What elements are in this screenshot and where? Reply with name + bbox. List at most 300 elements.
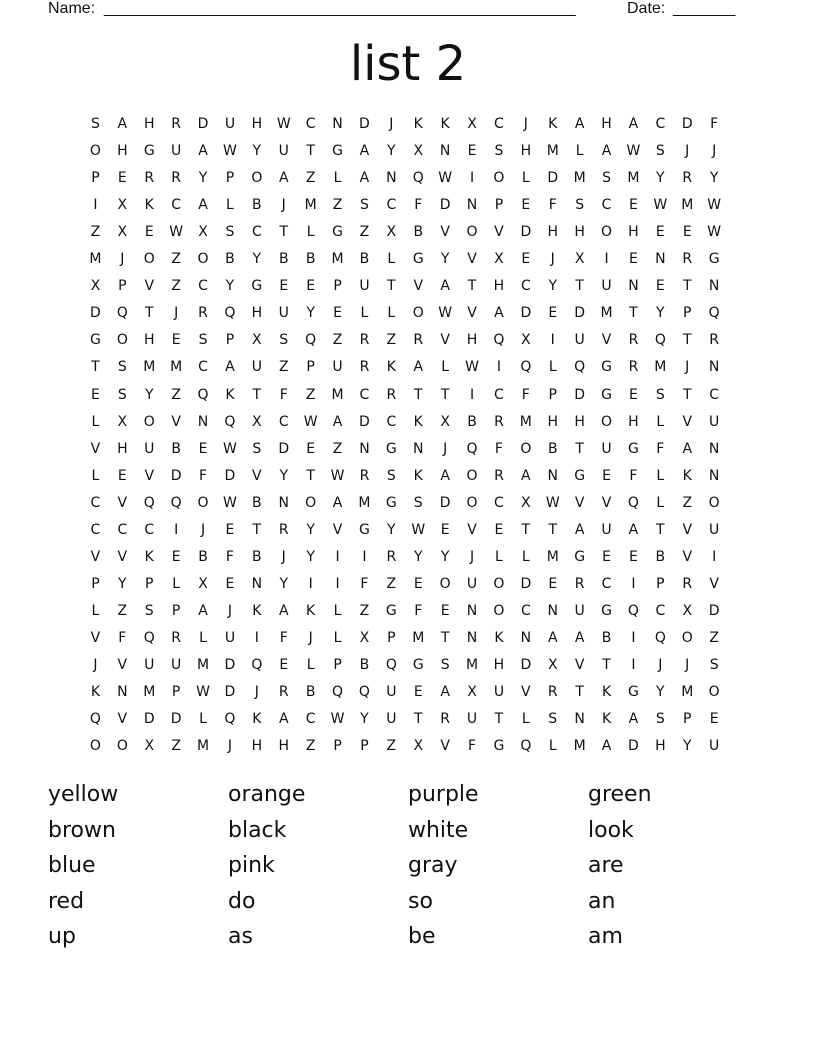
grid-letter[interactable]: Y (548, 278, 558, 295)
grid-letter[interactable]: D (547, 170, 559, 187)
grid-letter[interactable]: U (386, 684, 397, 701)
grid-letter[interactable]: J (523, 116, 528, 132)
grid-letter[interactable]: K (494, 629, 504, 646)
grid-letter[interactable]: Y (198, 170, 208, 187)
grid-letter[interactable]: Z (305, 738, 316, 755)
grid-letter[interactable]: Y (225, 278, 235, 295)
grid-letter[interactable]: N (439, 143, 451, 160)
grid-letter[interactable]: Y (682, 738, 692, 755)
grid-letter[interactable]: G (601, 359, 612, 376)
grid-letter[interactable]: F (521, 386, 530, 403)
grid-letter[interactable]: V (117, 657, 128, 673)
grid-letter[interactable]: U (332, 359, 343, 376)
grid-letter[interactable]: X (144, 738, 155, 755)
grid-letter[interactable]: N (708, 278, 720, 295)
grid-letter[interactable]: Q (627, 602, 639, 619)
grid-letter[interactable]: V (117, 711, 128, 728)
grid-letter[interactable]: A (601, 738, 612, 755)
grid-letter[interactable]: D (224, 657, 236, 673)
grid-letter[interactable]: B (601, 629, 612, 646)
grid-letter[interactable]: T (144, 305, 154, 322)
grid-letter[interactable]: W (330, 467, 345, 484)
grid-letter[interactable]: Q (89, 711, 101, 728)
grid-letter[interactable]: K (440, 116, 450, 132)
grid-letter[interactable]: O (493, 602, 505, 619)
grid-letter[interactable]: F (548, 197, 557, 214)
grid-letter[interactable]: L (495, 548, 503, 565)
grid-letter[interactable]: E (333, 305, 342, 322)
grid-letter[interactable]: O (251, 170, 263, 187)
grid-letter[interactable]: O (466, 224, 478, 241)
grid-letter[interactable]: I (631, 575, 636, 592)
grid-letter[interactable]: Q (520, 359, 532, 376)
grid-letter[interactable]: O (466, 467, 478, 484)
grid-letter[interactable]: Q (143, 494, 155, 511)
grid-letter[interactable]: I (631, 629, 636, 646)
grid-letter[interactable]: D (520, 224, 532, 241)
grid-letter[interactable]: M (331, 251, 344, 268)
grid-letter[interactable]: B (171, 440, 181, 457)
grid-letter[interactable]: D (574, 305, 586, 322)
grid-letter[interactable]: L (548, 738, 557, 755)
grid-letter[interactable]: D (628, 738, 639, 755)
grid-letter[interactable]: D (681, 116, 693, 132)
grid-letter[interactable]: L (360, 305, 369, 322)
grid-letter[interactable]: V (574, 657, 585, 673)
grid-letter[interactable]: P (91, 575, 100, 592)
grid-letter[interactable]: P (387, 629, 396, 646)
grid-letter[interactable]: I (496, 359, 502, 376)
grid-letter[interactable]: P (683, 711, 692, 728)
grid-letter[interactable]: A (628, 116, 639, 132)
grid-letter[interactable]: F (629, 467, 638, 484)
grid-letter[interactable]: R (171, 629, 181, 646)
grid-letter[interactable]: N (708, 467, 720, 484)
grid-letter[interactable]: A (628, 711, 639, 728)
grid-letter[interactable]: E (171, 332, 181, 349)
grid-letter[interactable]: I (631, 657, 636, 673)
grid-letter[interactable]: E (413, 684, 423, 701)
grid-letter[interactable]: S (198, 332, 208, 349)
grid-letter[interactable]: J (685, 143, 690, 160)
grid-letter[interactable]: D (439, 494, 451, 511)
grid-letter[interactable]: M (143, 359, 156, 376)
grid-letter[interactable]: R (628, 359, 639, 376)
grid-letter[interactable]: R (682, 170, 693, 187)
grid-letter[interactable]: Y (118, 575, 127, 592)
grid-letter[interactable]: K (90, 684, 101, 701)
grid-letter[interactable]: V (467, 251, 477, 268)
grid-letter[interactable]: U (171, 657, 182, 673)
grid-letter[interactable]: A (359, 170, 370, 187)
grid-letter[interactable]: S (279, 332, 289, 349)
grid-letter[interactable]: W (276, 116, 291, 132)
grid-letter[interactable]: J (658, 657, 663, 673)
grid-letter[interactable]: O (143, 413, 155, 430)
grid-letter[interactable]: Y (306, 305, 315, 322)
grid-letter[interactable]: A (574, 521, 585, 538)
grid-letter[interactable]: Q (116, 305, 128, 322)
grid-letter[interactable]: X (413, 738, 424, 755)
grid-letter[interactable]: E (279, 278, 289, 295)
grid-letter[interactable]: Q (466, 440, 478, 457)
grid-letter[interactable]: C (520, 278, 531, 295)
grid-letter[interactable]: P (171, 684, 181, 701)
grid-letter[interactable]: Y (656, 305, 665, 322)
grid-letter[interactable]: T (252, 386, 262, 403)
grid-letter[interactable]: L (521, 548, 530, 565)
grid-letter[interactable]: N (197, 413, 209, 430)
grid-letter[interactable]: X (547, 657, 558, 673)
grid-letter[interactable]: J (443, 440, 448, 457)
grid-letter[interactable]: R (547, 684, 558, 701)
grid-letter[interactable]: T (91, 359, 100, 376)
grid-letter[interactable]: D (170, 467, 182, 484)
grid-letter[interactable]: D (439, 197, 451, 214)
grid-letter[interactable]: Q (197, 386, 209, 403)
grid-letter[interactable]: W (303, 413, 318, 430)
grid-letter[interactable]: A (574, 116, 585, 132)
grid-letter[interactable]: Z (332, 197, 343, 214)
grid-letter[interactable]: N (117, 684, 128, 701)
grid-letter[interactable]: Y (279, 575, 289, 592)
grid-letter[interactable]: E (629, 548, 638, 565)
grid-letter[interactable]: B (278, 251, 289, 268)
grid-letter[interactable]: H (574, 224, 585, 241)
grid-letter[interactable]: T (575, 440, 584, 457)
grid-letter[interactable]: O (89, 738, 101, 755)
grid-letter[interactable]: N (708, 359, 720, 376)
grid-letter[interactable]: B (252, 494, 262, 511)
grid-letter[interactable]: C (494, 116, 504, 132)
grid-letter[interactable]: D (224, 467, 236, 484)
grid-letter[interactable]: Q (574, 359, 586, 376)
grid-letter[interactable]: N (332, 116, 343, 132)
grid-letter[interactable]: J (200, 521, 206, 538)
grid-letter[interactable]: Q (170, 494, 182, 511)
grid-letter[interactable]: Z (278, 359, 289, 376)
grid-letter[interactable]: L (91, 602, 100, 619)
grid-letter[interactable]: W (330, 711, 345, 728)
grid-letter[interactable]: L (91, 413, 100, 430)
grid-letter[interactable]: N (520, 629, 532, 646)
grid-letter[interactable]: Q (493, 332, 505, 349)
grid-letter[interactable]: O (116, 332, 128, 349)
grid-letter[interactable]: R (386, 386, 397, 403)
grid-letter[interactable]: M (465, 657, 479, 673)
grid-letter[interactable]: A (198, 602, 208, 619)
grid-letter[interactable]: A (278, 711, 289, 728)
grid-letter[interactable]: H (117, 143, 128, 160)
grid-letter[interactable]: V (90, 629, 101, 646)
grid-letter[interactable]: D (170, 711, 182, 728)
grid-letter[interactable]: A (628, 521, 639, 538)
grid-letter[interactable]: W (196, 684, 210, 701)
grid-letter[interactable]: V (682, 548, 693, 565)
grid-letter[interactable]: P (333, 657, 342, 673)
grid-letter[interactable]: G (412, 657, 424, 673)
grid-letter[interactable]: O (116, 738, 128, 755)
grid-letter[interactable]: E (117, 170, 127, 187)
grid-letter[interactable]: G (628, 440, 639, 457)
grid-letter[interactable]: X (117, 413, 128, 430)
grid-letter[interactable]: E (655, 278, 665, 295)
grid-letter[interactable]: A (440, 684, 450, 701)
grid-letter[interactable]: J (281, 548, 286, 565)
grid-letter[interactable]: Y (360, 711, 369, 728)
grid-letter[interactable]: U (224, 629, 236, 646)
grid-letter[interactable]: W (223, 143, 237, 160)
grid-letter[interactable]: P (91, 170, 100, 187)
grid-letter[interactable]: H (493, 657, 505, 673)
grid-letter[interactable]: H (278, 738, 289, 755)
grid-letter[interactable]: O (601, 413, 613, 430)
grid-letter[interactable]: Z (90, 224, 101, 241)
grid-letter[interactable]: T (413, 386, 423, 403)
grid-letter[interactable]: W (465, 359, 479, 376)
grid-letter[interactable]: F (656, 440, 665, 457)
grid-letter[interactable]: G (601, 386, 612, 403)
grid-letter[interactable]: S (252, 440, 262, 457)
grid-letter[interactable]: B (467, 413, 477, 430)
grid-letter[interactable]: V (574, 494, 585, 511)
grid-letter[interactable]: M (412, 629, 425, 646)
grid-letter[interactable]: X (117, 224, 128, 241)
grid-letter[interactable]: E (655, 224, 665, 241)
grid-letter[interactable]: C (144, 521, 155, 538)
grid-letter[interactable]: I (712, 548, 717, 565)
grid-letter[interactable]: L (575, 143, 584, 160)
grid-letter[interactable]: U (466, 711, 478, 728)
grid-letter[interactable]: R (413, 332, 424, 349)
grid-letter[interactable]: V (440, 224, 450, 241)
grid-letter[interactable]: B (252, 548, 262, 565)
grid-letter[interactable]: Z (305, 386, 316, 403)
grid-letter[interactable]: R (386, 548, 397, 565)
grid-letter[interactable]: L (333, 170, 342, 187)
grid-letter[interactable]: V (252, 467, 262, 484)
grid-letter[interactable]: X (521, 494, 531, 511)
grid-letter[interactable]: I (604, 251, 609, 268)
grid-letter[interactable]: I (308, 575, 313, 592)
grid-letter[interactable]: Z (117, 602, 128, 619)
grid-letter[interactable]: H (574, 413, 585, 430)
grid-letter[interactable]: S (655, 386, 665, 403)
grid-letter[interactable]: Y (252, 251, 262, 268)
grid-letter[interactable]: U (709, 521, 720, 538)
grid-letter[interactable]: U (574, 602, 585, 619)
grid-letter[interactable]: A (332, 494, 343, 511)
grid-letter[interactable]: H (143, 116, 155, 132)
grid-letter[interactable]: E (521, 197, 531, 214)
grid-letter[interactable]: J (389, 116, 394, 132)
grid-letter[interactable]: O (520, 440, 532, 457)
grid-letter[interactable]: H (628, 413, 639, 430)
grid-letter[interactable]: I (93, 197, 98, 214)
grid-letter[interactable]: K (682, 467, 692, 484)
grid-letter[interactable]: B (198, 548, 208, 565)
grid-letter[interactable]: E (117, 467, 127, 484)
grid-letter[interactable]: A (117, 116, 128, 132)
grid-letter[interactable]: X (252, 413, 262, 430)
grid-letter[interactable]: K (413, 413, 423, 430)
grid-letter[interactable]: E (440, 602, 450, 619)
grid-letter[interactable]: W (545, 494, 560, 511)
grid-letter[interactable]: N (359, 440, 370, 457)
grid-letter[interactable]: L (441, 359, 450, 376)
grid-letter[interactable]: Y (387, 521, 396, 538)
grid-letter[interactable]: V (601, 332, 612, 349)
grid-letter[interactable]: R (628, 332, 639, 349)
grid-letter[interactable]: L (172, 575, 181, 592)
grid-letter[interactable]: J (469, 548, 475, 565)
grid-letter[interactable]: L (548, 359, 557, 376)
grid-letter[interactable]: U (359, 278, 370, 295)
grid-letter[interactable]: X (574, 251, 585, 268)
grid-letter[interactable]: Q (358, 684, 370, 701)
grid-letter[interactable]: M (573, 170, 586, 187)
grid-letter[interactable]: D (520, 305, 532, 322)
grid-letter[interactable]: X (198, 575, 208, 592)
grid-letter[interactable]: L (199, 711, 207, 728)
grid-letter[interactable]: B (655, 548, 666, 565)
grid-letter[interactable]: T (602, 657, 611, 673)
grid-letter[interactable]: E (682, 224, 692, 241)
grid-letter[interactable]: X (521, 332, 531, 349)
grid-letter[interactable]: K (252, 711, 262, 728)
grid-letter[interactable]: T (440, 386, 450, 403)
grid-letter[interactable]: B (359, 251, 370, 268)
grid-letter[interactable]: E (279, 657, 289, 673)
grid-letter[interactable]: W (653, 197, 668, 214)
grid-letter[interactable]: K (252, 602, 262, 619)
grid-letter[interactable]: O (708, 684, 720, 701)
grid-letter[interactable]: Q (305, 332, 317, 349)
grid-letter[interactable]: M (358, 494, 371, 511)
grid-letter[interactable]: G (493, 738, 505, 755)
grid-letter[interactable]: U (493, 684, 505, 701)
grid-letter[interactable]: C (601, 197, 612, 214)
grid-letter[interactable]: Q (412, 170, 424, 187)
grid-letter[interactable]: I (174, 521, 179, 538)
grid-letter[interactable]: V (440, 738, 450, 755)
grid-letter[interactable]: M (304, 197, 317, 214)
grid-letter[interactable]: Z (682, 494, 693, 511)
grid-letter[interactable]: Z (386, 332, 397, 349)
grid-letter[interactable]: Z (359, 224, 370, 241)
grid-letter[interactable]: G (628, 684, 639, 701)
grid-letter[interactable]: C (386, 413, 397, 430)
grid-letter[interactable]: W (626, 143, 641, 160)
grid-letter[interactable]: T (387, 278, 396, 295)
grid-letter[interactable]: V (467, 521, 477, 538)
grid-letter[interactable]: D (278, 440, 290, 457)
grid-letter[interactable]: E (144, 224, 154, 241)
grid-letter[interactable]: K (225, 386, 235, 403)
grid-letter[interactable]: Q (143, 629, 155, 646)
grid-letter[interactable]: X (90, 278, 101, 295)
grid-letter[interactable]: Z (171, 251, 181, 268)
grid-letter[interactable]: R (494, 467, 504, 484)
grid-letter[interactable]: C (171, 197, 182, 214)
grid-letter[interactable]: N (466, 602, 478, 619)
grid-letter[interactable]: F (279, 386, 288, 403)
grid-letter[interactable]: R (682, 575, 693, 592)
grid-letter[interactable]: X (198, 224, 208, 241)
grid-letter[interactable]: S (117, 386, 127, 403)
grid-letter[interactable]: G (332, 143, 343, 160)
grid-letter[interactable]: N (386, 170, 397, 187)
grid-letter[interactable]: L (306, 657, 315, 673)
grid-letter[interactable]: A (682, 440, 693, 457)
grid-letter[interactable]: M (196, 657, 210, 673)
grid-letter[interactable]: A (494, 305, 504, 322)
grid-letter[interactable]: R (440, 711, 450, 728)
grid-letter[interactable]: Y (709, 170, 719, 187)
grid-letter[interactable]: J (227, 738, 233, 755)
grid-letter[interactable]: L (226, 197, 234, 214)
grid-letter[interactable]: S (91, 116, 100, 132)
grid-letter[interactable]: T (682, 386, 692, 403)
grid-letter[interactable]: N (547, 602, 558, 619)
grid-letter[interactable]: S (225, 224, 235, 241)
grid-letter[interactable]: H (251, 738, 263, 755)
grid-letter[interactable]: S (575, 197, 585, 214)
grid-letter[interactable]: E (629, 251, 638, 268)
grid-letter[interactable]: U (466, 575, 478, 592)
grid-letter[interactable]: X (467, 116, 477, 132)
grid-letter[interactable]: M (170, 359, 183, 376)
grid-letter[interactable]: C (90, 521, 101, 538)
grid-letter[interactable]: U (144, 657, 155, 673)
grid-letter[interactable]: Z (305, 170, 316, 187)
grid-letter[interactable]: P (656, 575, 665, 592)
grid-letter[interactable]: O (89, 143, 101, 160)
grid-letter[interactable]: E (602, 467, 611, 484)
grid-letter[interactable]: A (278, 170, 289, 187)
grid-letter[interactable]: V (682, 413, 693, 430)
grid-letter[interactable]: D (520, 657, 532, 673)
grid-letter[interactable]: Y (656, 170, 665, 187)
grid-letter[interactable]: X (467, 684, 477, 701)
grid-letter[interactable]: M (627, 170, 640, 187)
grid-letter[interactable]: A (278, 602, 289, 619)
grid-letter[interactable]: P (225, 332, 235, 349)
grid-letter[interactable]: X (440, 413, 450, 430)
grid-letter[interactable]: K (386, 359, 396, 376)
grid-letter[interactable]: G (332, 224, 343, 241)
grid-letter[interactable]: A (225, 359, 235, 376)
grid-letter[interactable]: N (278, 494, 289, 511)
grid-letter[interactable]: S (440, 657, 450, 673)
grid-letter[interactable]: C (278, 413, 289, 430)
grid-letter[interactable]: X (386, 224, 397, 241)
grid-letter[interactable]: P (306, 359, 315, 376)
grid-letter[interactable]: B (225, 251, 235, 268)
grid-letter[interactable]: V (467, 305, 477, 322)
grid-letter[interactable]: C (386, 197, 397, 214)
grid-letter[interactable]: U (144, 440, 155, 457)
grid-letter[interactable]: F (360, 575, 369, 592)
grid-letter[interactable]: J (712, 143, 717, 160)
grid-letter[interactable]: R (278, 684, 289, 701)
grid-letter[interactable]: E (225, 521, 235, 538)
grid-letter[interactable]: T (629, 305, 638, 322)
grid-letter[interactable]: P (360, 738, 369, 755)
grid-letter[interactable]: E (225, 575, 235, 592)
grid-letter[interactable]: A (332, 413, 343, 430)
grid-letter[interactable]: C (305, 116, 316, 132)
